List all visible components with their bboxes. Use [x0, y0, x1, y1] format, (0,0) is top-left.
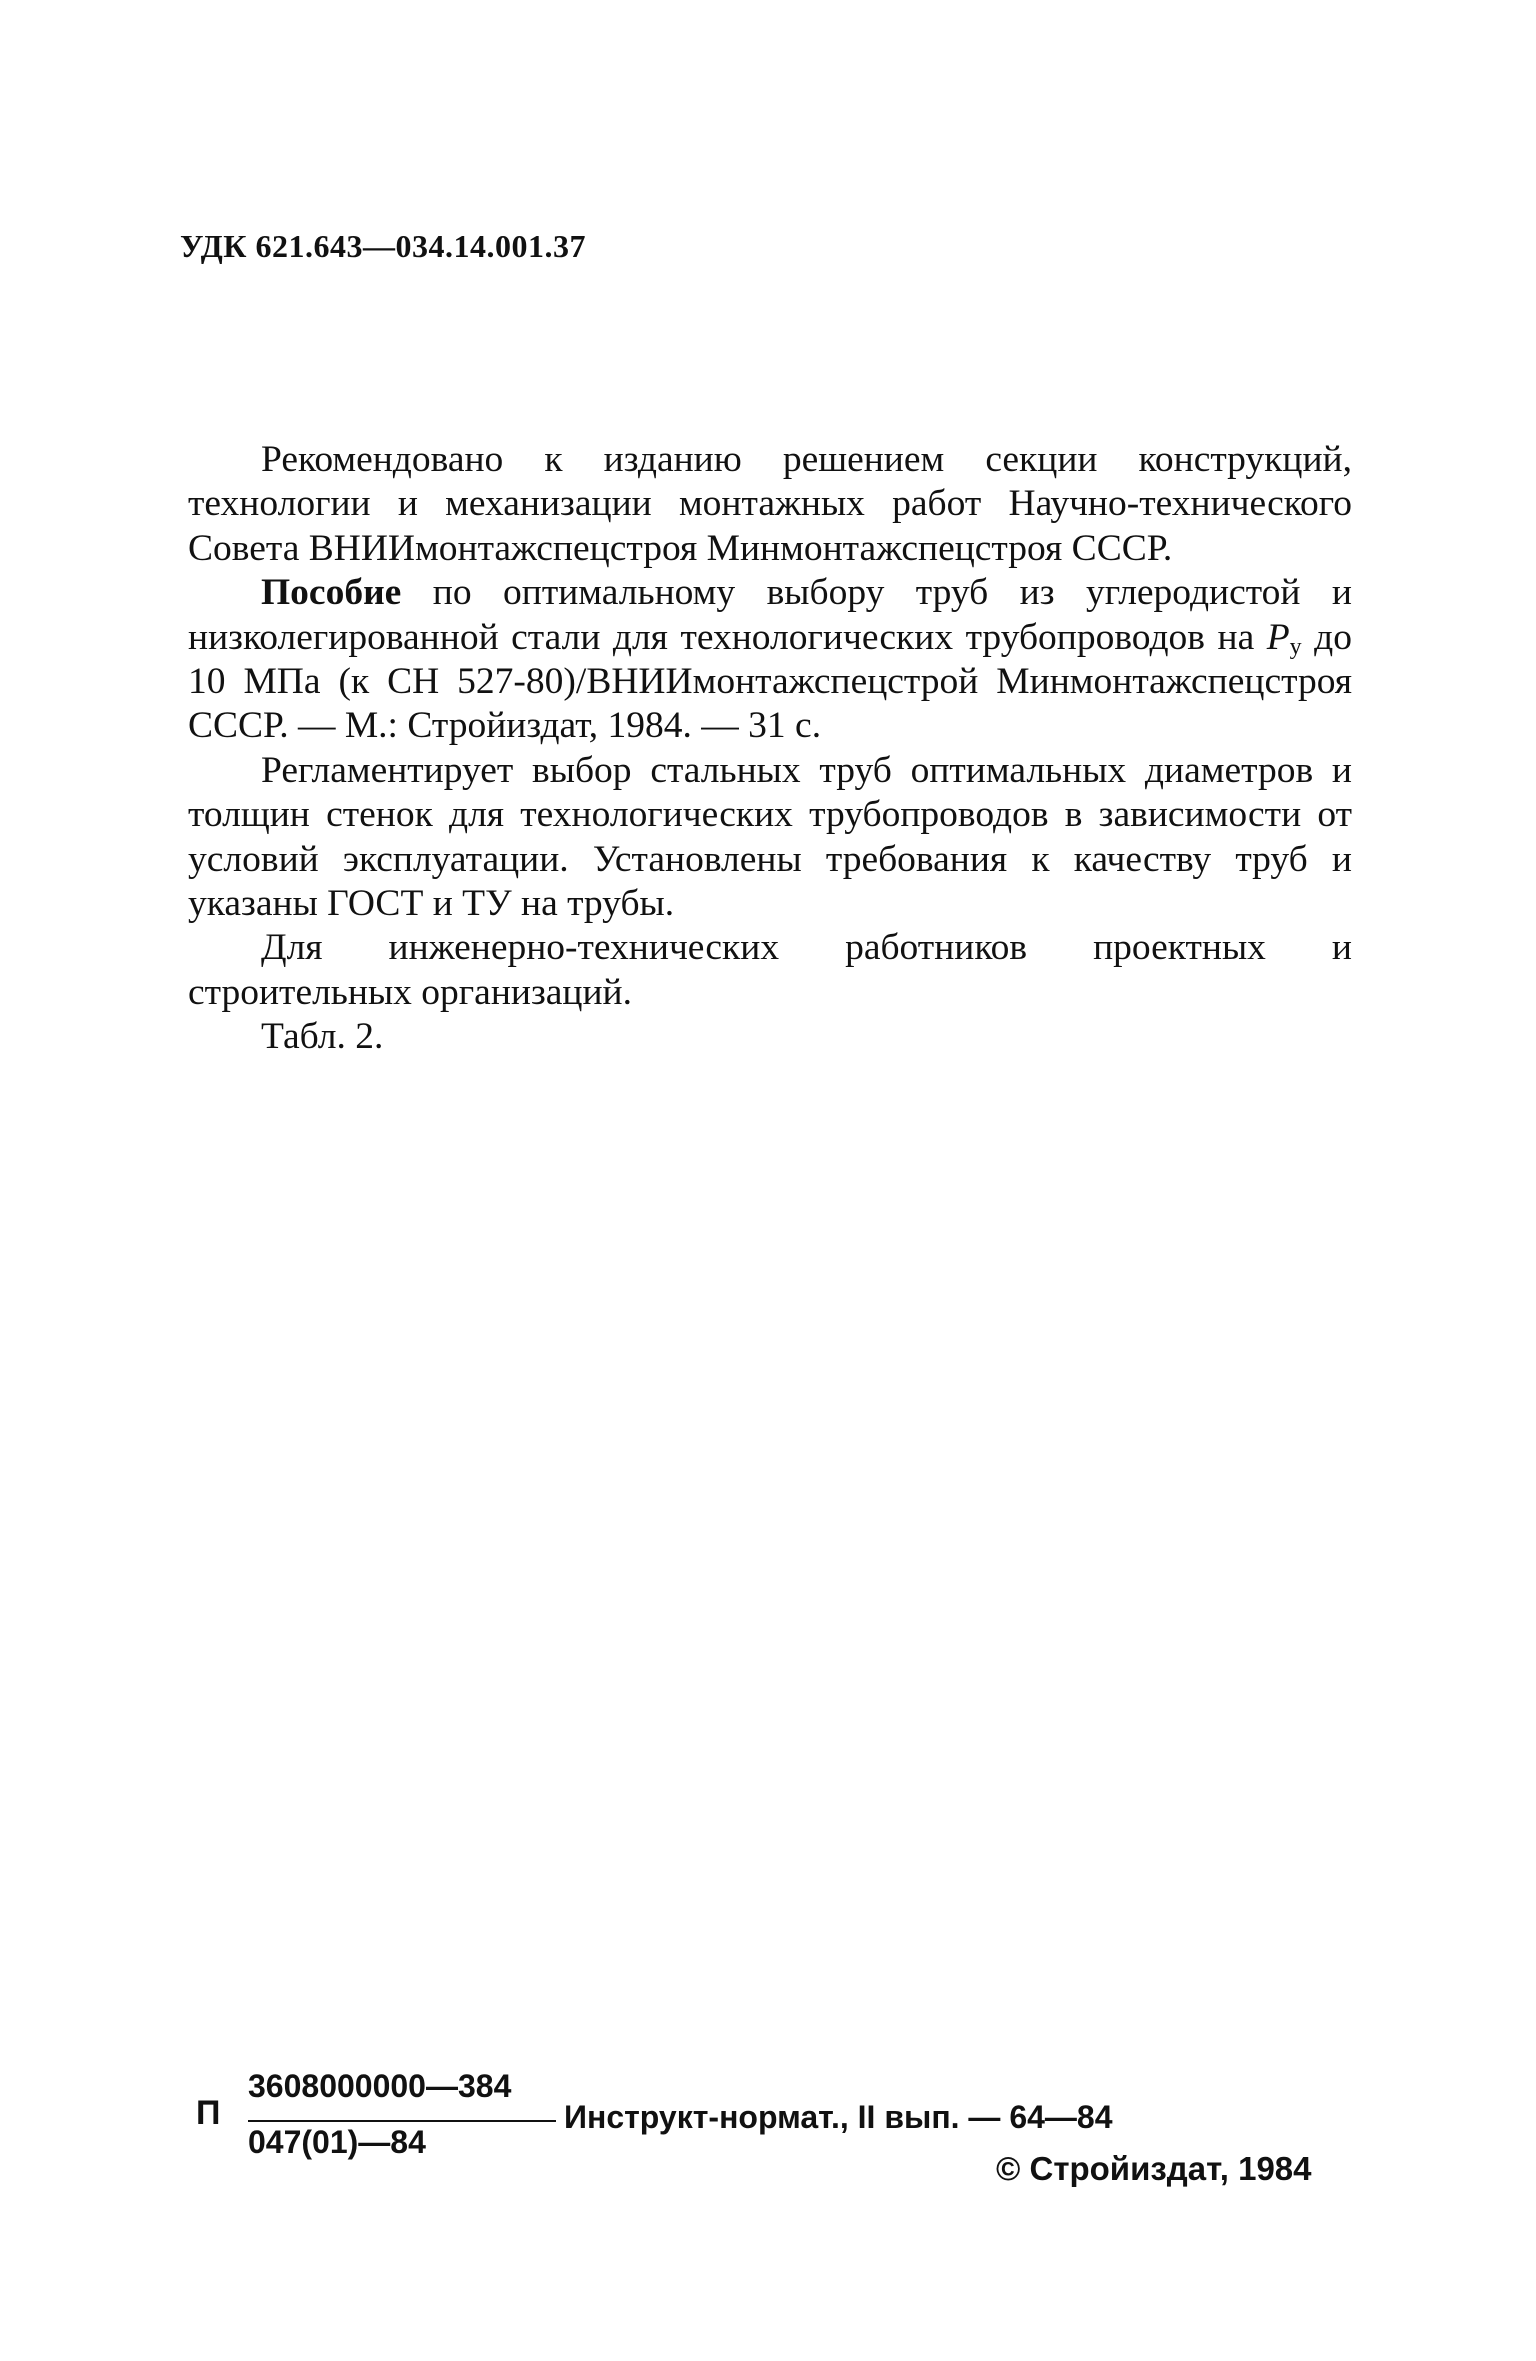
bibliographic-paragraph	[188, 571, 1352, 749]
udk-code: УДК 621.643—034.14.001.37	[180, 228, 586, 264]
recommendation-text: Рекомендовано к изданию решением секции конструкций, технологии и механизации монтажных работ Научно-технического Совета ВНИИмонтажспецстроя Минмонтажспецстроя СССР.	[188, 439, 1352, 569]
audience-paragraph	[188, 926, 1352, 1015]
audience-text: Для инженерно-технических работников проектных и строительных организаций.	[188, 927, 1352, 1013]
tables-count-paragraph	[188, 1015, 1352, 1059]
pressure-symbol: P	[1266, 616, 1290, 658]
book-title-text: по оптимальному выбору труб из углеродистой и низколегированной стали для технологических трубопроводов на	[188, 572, 1352, 658]
pressure-subscript: у	[1289, 633, 1302, 660]
bibliographic-text: до 10 МПа (к СН 527-80)/ВНИИмонтажспецстрой Минмонтажспецстроя СССР. — М.: Стройиздат, 1984. — 31 с.	[188, 616, 1352, 747]
index-numerator: 3608000000—384	[248, 2068, 512, 2104]
index-denominator: 047(01)—84	[248, 2124, 426, 2160]
annotation-block	[188, 438, 1352, 1060]
tables-count: Табл. 2.	[261, 1016, 384, 1058]
recommendation-paragraph	[188, 438, 1352, 571]
series-info: Инструкт-нормат., II вып. — 64—84	[564, 2099, 1113, 2135]
fraction-line	[248, 2120, 556, 2122]
summary-text: Регламентирует выбор стальных труб оптимальных диаметров и толщин стенок для технологических трубопроводов в зависимости от условий эксплуатации. Установлены требования к качеству труб и указаны ГОСТ и ТУ на трубы.	[188, 749, 1352, 925]
index-letter: П	[196, 2094, 221, 2132]
copyright-line: © Стройиздат, 1984	[996, 2150, 1312, 2187]
summary-paragraph	[188, 749, 1352, 927]
book-title-lead: Пособие	[261, 572, 402, 614]
